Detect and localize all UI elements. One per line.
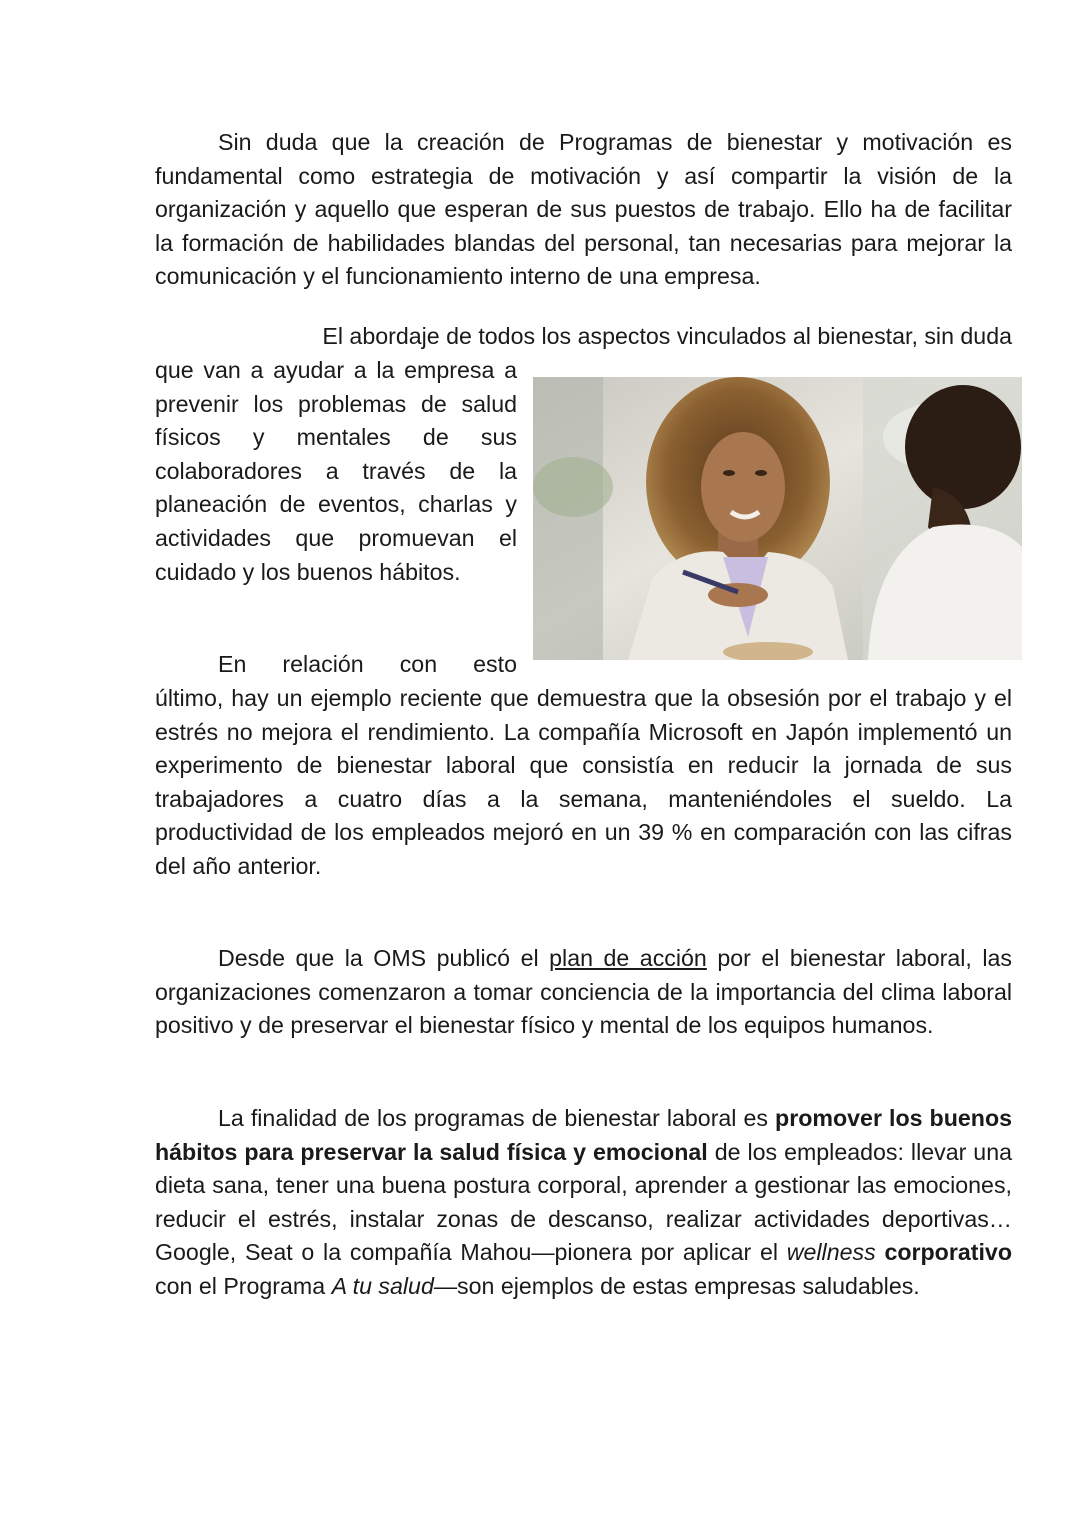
paragraph-relacion-first-line: En relación con esto xyxy=(218,651,517,677)
paragraph-abordaje-wrapped: que van a ayudar a la empresa a prevenir los problemas de salud físicos y mentales de sus colaboradores a través de la planeación de eventos, charlas y actividades que promuevan el cuidado y los buenos hábitos. xyxy=(155,357,517,585)
photo-two-women-talking xyxy=(533,377,1022,660)
finalidad-italic-program: A tu salud xyxy=(331,1272,434,1299)
finalidad-bold-corporativo: corporativo xyxy=(875,1239,1012,1266)
finalidad-text-end: —son ejemplos de estas empresas saludables. xyxy=(433,1272,920,1299)
oms-text-after-link: por el bienestar laboral, las organizaciones comenzaron a tomar conciencia de la importancia del clima laboral positivo y de preservar el bienestar físico y mental de los equipos humanos. xyxy=(155,945,1012,1039)
finalidad-italic-wellness: wellness xyxy=(786,1239,876,1266)
paragraph-abordaje-first-line: El abordaje de todos los aspectos vinculados al bienestar, sin duda xyxy=(322,323,1012,349)
paragraph-relacion-rest: último, hay un ejemplo reciente que demuestra que la obsesión por el trabajo y el estrés no mejora el rendimiento. La compañía Microsoft en Japón implementó un experimento de bienestar laboral que consistía en reducir la jornada de sus trabajadores a cuatro días a la semana, manteniéndoles el sueldo. La productividad de los empleados mejoró en un 39 % en comparación con las cifras del año anterior. xyxy=(155,685,1012,879)
plan-de-accion-link[interactable]: plan de acción xyxy=(549,945,707,971)
finalidad-text-start: La finalidad de los programas de bienestar laboral es xyxy=(218,1105,776,1131)
oms-text-before-link: Desde que la OMS publicó el xyxy=(218,945,550,971)
finalidad-text-mid: de los empleados: llevar una dieta sana, tener una buena postura corporal, aprender a gestionar las emociones, reducir el estrés, instalar zonas de descanso, realizar actividades deportivas… Google, Seat o la compañía Mahou—pionera por aplicar el xyxy=(155,1138,1012,1266)
paragraph-finalidad xyxy=(155,1102,1012,1304)
paragraph-programas-bienestar: Sin duda que la creación de Programas de bienestar y motivación es fundamental como estrategia de motivación y así compartir la visión de la organización y aquello que esperan de sus puestos de trabajo. Ello ha de facilitar la formación de habilidades blandas del personal, tan necesarias para mejorar la comunicación y el funcionamiento interno de una empresa. xyxy=(155,129,1012,290)
finalidad-bold-habits: promover los buenos hábitos para preservar la salud física y emocional xyxy=(155,1105,1012,1165)
paragraph-oms xyxy=(155,942,1012,1043)
finalidad-text-mid2: con el Programa xyxy=(155,1272,332,1299)
